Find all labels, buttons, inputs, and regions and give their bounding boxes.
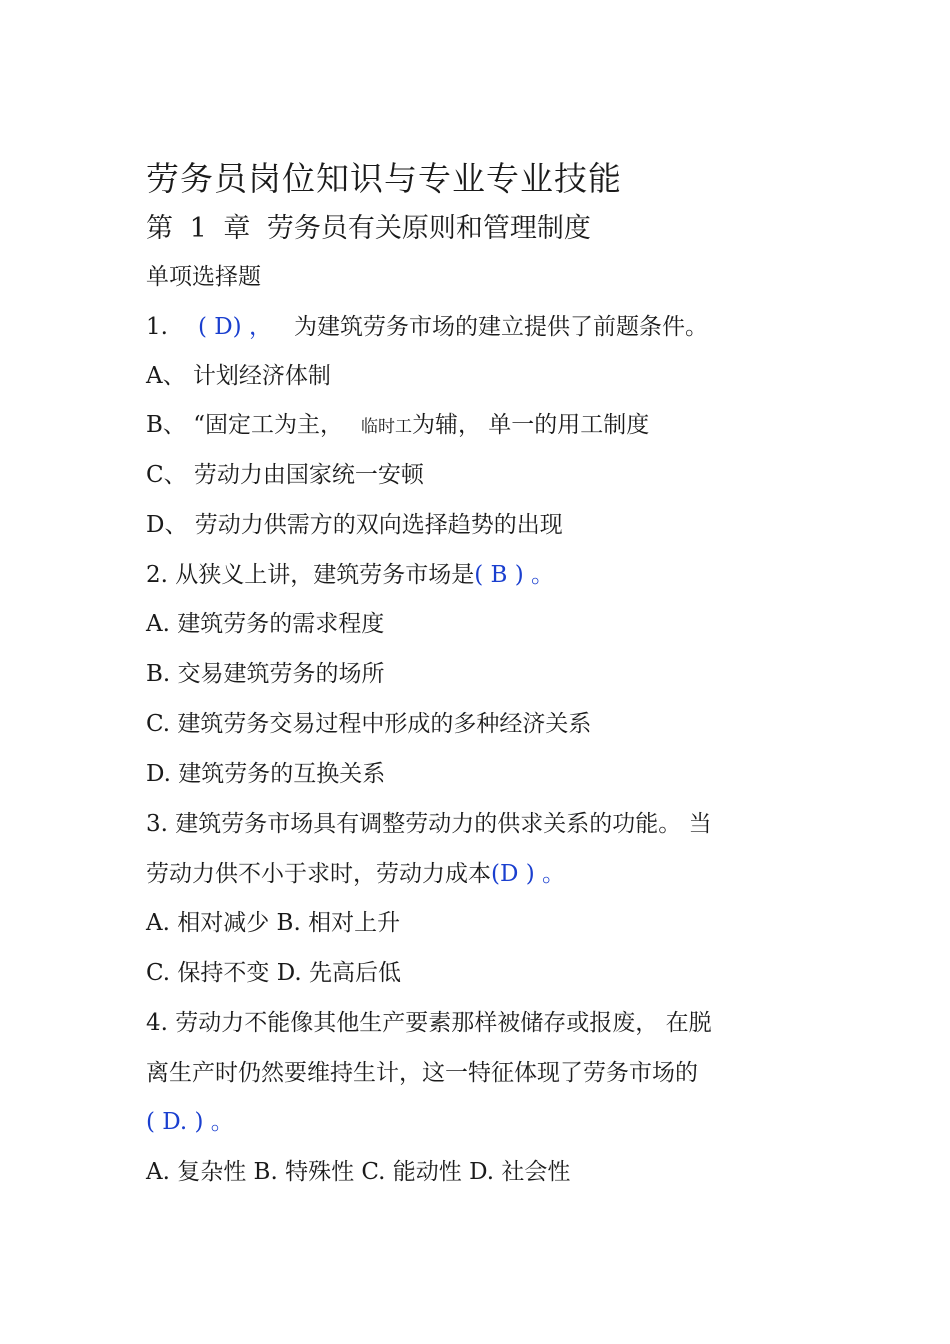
question-2-answer: ( B ) 。 [474, 562, 555, 588]
section-heading: 单项选择题 [146, 264, 261, 290]
question-2-option-b: B. 交易建筑劳务的场所 [146, 661, 385, 687]
question-1-option-c: C、 劳动力由国家统一安顿 [146, 462, 424, 488]
question-2-option-c: C. 建筑劳务交易过程中形成的多种经济关系 [146, 711, 592, 737]
question-2-stem [146, 560, 554, 590]
question-1-option-b [146, 410, 649, 442]
question-4-stem-line-2: 离生产时仍然要维持生计，这一特征体现了劳务市场的 [146, 1060, 698, 1086]
question-3-answer: (D ) 。 [491, 861, 566, 887]
question-4-answer: ( D. ) 。 [146, 1109, 234, 1135]
question-2-option-d: D. 建筑劳务的互换关系 [146, 761, 386, 787]
question-3-options-cd: C. 保持不变 D. 先高后低 [146, 960, 401, 986]
question-4-stem-line-1: 4. 劳动力不能像其他生产要素那样被储存或报废， 在脱 [146, 1010, 712, 1036]
question-2-option-a: A. 建筑劳务的需求程度 [146, 611, 385, 637]
question-3-options-ab: A. 相对减少 B. 相对上升 [146, 910, 401, 936]
chapter-heading: 第 1 章 劳务员有关原则和管理制度 [146, 213, 591, 244]
question-1-option-b-small: 临时工 [360, 417, 412, 437]
question-3-stem-line-2 [146, 859, 565, 889]
question-1-option-b-prefix: B、 “固定工为主， [146, 412, 343, 438]
question-3-text: 劳动力供不小于求时，劳动力成本 [146, 861, 491, 887]
question-1-option-b-suffix: 为辅， 单一的用工制度 [411, 412, 650, 438]
question-2-text: 2. 从狭义上讲，建筑劳务市场是 [146, 562, 475, 588]
document-title: 劳务员岗位知识与专业专业技能 [146, 159, 622, 198]
question-1-option-d: D、 劳动力供需方的双向选择趋势的出现 [146, 512, 563, 538]
question-1-answer: ( D) ， [197, 314, 272, 340]
question-1-stem [146, 312, 708, 342]
question-1-number: 1. [146, 314, 168, 340]
question-1-option-a: A、 计划经济体制 [146, 363, 331, 389]
question-3-stem-line-1: 3. 建筑劳务市场具有调整劳动力的供求关系的功能。 当 [146, 811, 712, 837]
question-4-options: A. 复杂性 B. 特殊性 C. 能动性 D. 社会性 [146, 1159, 571, 1185]
question-1-text: 为建筑劳务市场的建立提供了前题条件。 [293, 314, 708, 340]
